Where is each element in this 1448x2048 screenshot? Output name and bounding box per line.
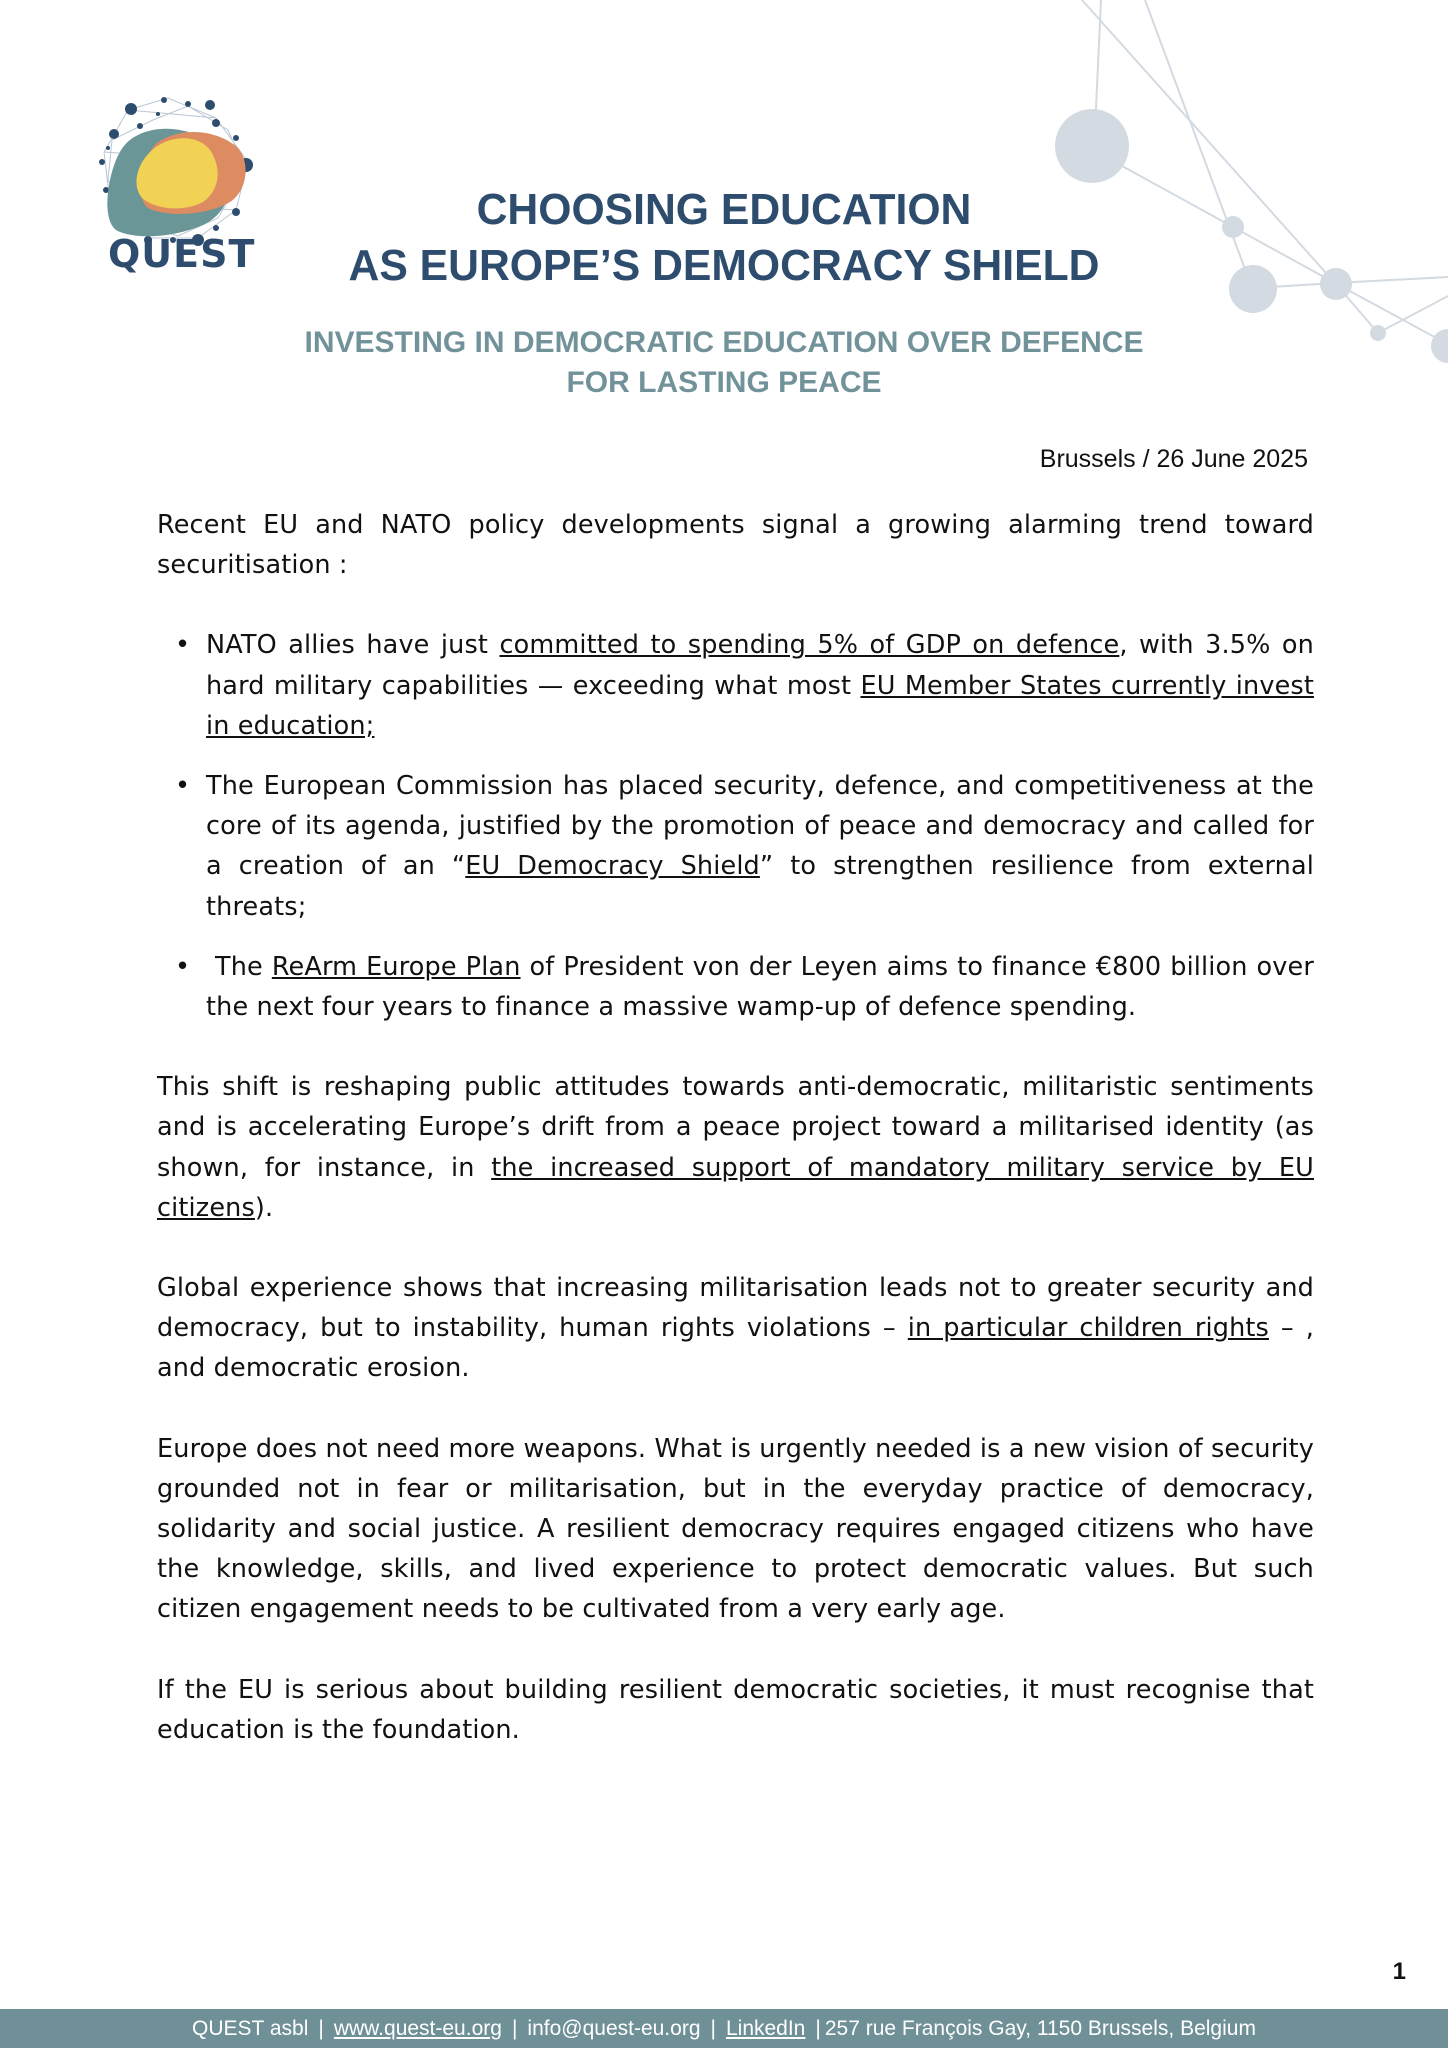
bullet-icon: • xyxy=(175,951,191,982)
footer-website-link[interactable]: www.quest-eu.org xyxy=(333,2017,502,2040)
title-line: CHOOSING EDUCATION xyxy=(476,185,972,234)
military-service-support-link[interactable]: the increased support of mandatory military service by EU citizens xyxy=(157,1152,1314,1223)
logo-text: QUEST xyxy=(108,232,256,276)
footer-org: QUEST asbl xyxy=(192,2017,309,2040)
page-number: 1 xyxy=(1392,1958,1406,1985)
document-body xyxy=(157,505,1314,1790)
footer-bar xyxy=(0,2009,1448,2048)
shift-paragraph: This shift is reshaping public attitudes towards anti-democratic, militaristic sentiments and is accelerating Europe’s drift from a peace project toward a militarised identity (as shown, for instance, in the increased support of mandatory military service by EU citizens). xyxy=(157,1072,1314,1223)
footer-email[interactable]: info@quest-eu.org xyxy=(527,2017,701,2040)
conclusion-paragraph: If the EU is serious about building resilient democratic societies, it must recognise that education is the foundation. xyxy=(157,1674,1314,1745)
bullet-icon: • xyxy=(175,771,191,802)
children-rights-link[interactable]: in particular children rights xyxy=(907,1313,1269,1344)
bullet-icon: • xyxy=(175,630,191,661)
list-item: • The European Commission has placed security, defence, and competitiveness at the core of its agenda, justified by the promotion of peace and democracy and called for a creation of an “EU Democracy Shield” to strengthen resilience from external threats; xyxy=(206,766,1314,927)
deco-node xyxy=(1055,109,1129,183)
list-item: • The ReArm Europe Plan of President von der Leyen aims to finance €800 billion over the next four years to finance a massive wamp-up of defence spending. xyxy=(206,947,1314,1027)
intro-paragraph: Recent EU and NATO policy developments signal a growing alarming trend toward securitisation : xyxy=(157,510,1314,581)
footer-separator: | xyxy=(815,2017,821,2040)
footer-address: 257 rue François Gay, 1150 Brussels, Belgium xyxy=(824,2017,1256,2040)
europe-vision-paragraph: Europe does not need more weapons. What is urgently needed is a new vision of security grounded not in fear or militarisation, but in the everyday practice of democracy, solidarity and social justice. A resilient democracy requires engaged citizens who have the knowledge, skills, and lived experience to protect democratic values. But such citizen engagement needs to be cultivated from a very early age. xyxy=(157,1433,1314,1625)
subtitle-line: FOR LASTING PEACE xyxy=(566,366,882,399)
eu-democracy-shield-link[interactable]: EU Democracy Shield xyxy=(465,851,760,882)
eu-education-investment-link[interactable]: EU Member States currently invest in education; xyxy=(206,670,1314,741)
bullet-list xyxy=(157,625,1314,1027)
footer-separator: | xyxy=(511,2017,518,2040)
nato-spending-link[interactable]: committed to spending 5% of GDP on defence xyxy=(499,630,1120,661)
footer-separator: | xyxy=(710,2017,716,2040)
footer-separator: | xyxy=(318,2017,324,2040)
page-title xyxy=(22,182,1427,294)
subtitle-line: INVESTING IN DEMOCRATIC EDUCATION OVER DEFENCE xyxy=(304,326,1144,359)
footer-linkedin-link[interactable]: LinkedIn xyxy=(725,2017,806,2040)
date-line: Brussels / 26 June 2025 xyxy=(1039,445,1308,473)
title-line: AS EUROPE’S DEMOCRACY SHIELD xyxy=(348,241,1100,290)
page-subtitle xyxy=(0,323,1448,403)
global-experience-paragraph: Global experience shows that increasing militarisation leads not to greater security and democracy, but to instability, human rights violations – in particular children rights – , and democratic erosion. xyxy=(157,1273,1314,1384)
list-item: • NATO allies have just committed to spending 5% of GDP on defence, with 3.5% on hard military capabilities — exceeding what most EU Member States currently invest in education; xyxy=(206,625,1314,746)
rearm-europe-plan-link[interactable]: ReArm Europe Plan xyxy=(271,951,521,982)
